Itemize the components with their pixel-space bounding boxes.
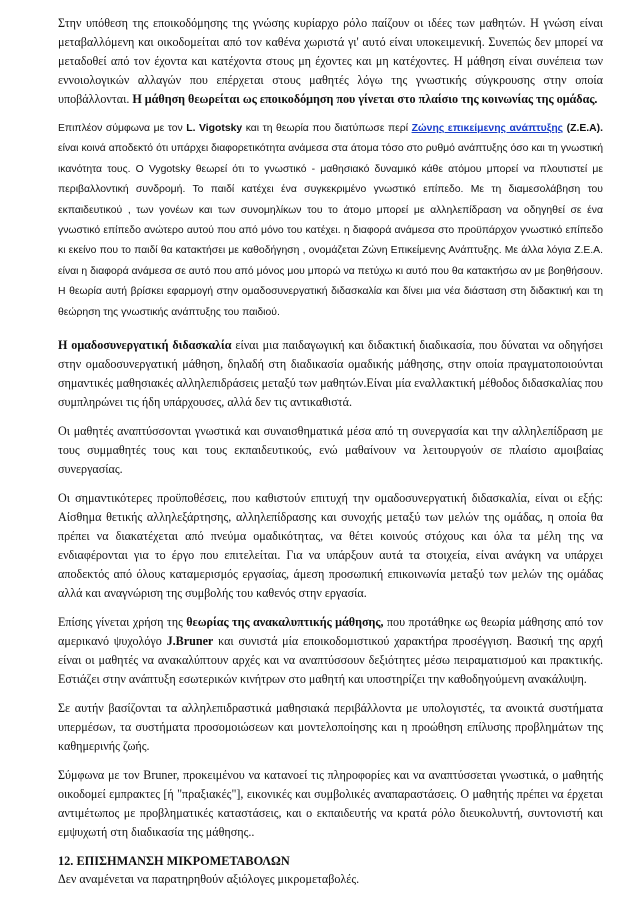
section-text: Δεν αναμένεται να παρατηρηθούν αξιόλογες μικρομεταβολές. (58, 872, 360, 887)
paragraph-text: είναι μια παιδαγωγική και διδακτική διαδικασία, που δύναται να οδηγήσει στην ομαδοσυνεργατική μάθηση, δηλαδή στη διαδικασία ομαδικής μάθησης, στην οποία πραγματοποιούνται σημαντικές μαθησιακές αλληλεπιδράσεις μεταξύ των μαθητών.Είναι μία εναλλακτική μέθοδος διδασκαλίας που συμπληρώνει τις ήδη υπάρχουσες, αλλά δεν τις αντικαθιστά. (58, 338, 604, 410)
paragraph-learning-environments (58, 699, 603, 756)
paragraph-students-development (58, 422, 603, 479)
paragraph-prerequisites (58, 489, 603, 603)
paragraph-discovery-learning (58, 613, 603, 689)
paragraph-text: είναι κοινά αποδεκτό ότι υπάρχει διαφορετικότητα ανάμεσα στα άτομα τόσο στο ρυθμό ανάπτυξης όσο και τη γνωστική ικανότητα τους. O Vygotsky θεωρεί ότι το γνωστικό - μαθησιακό δυναμικό κάθε ατόμου μπορεί να πλουτιστεί με περιβαλλοντική συνδρομή. Το παιδί κατέχει ένα συγκεκριμένο γνωστικό επίπεδο. Με τη διαμεσολάβηση του εκπαιδευτικού , των γονέων και των συνομηλίκων του το άτομο μπορεί με αλληλεπίδραση να οδηγηθεί σε ένα γνωστικό επίπεδο ανώτερο αυτού που από μόνο του κατέχει. η διαφορά ανάμεσα στο προϋπάρχον γνωστικό επίπεδο κι εκείνο που το παιδί θα κατακτήσει με καθοδήγηση , ονομάζεται Ζώνη Επικείμενης Ανάπτυξης. Με άλλα λόγια Ζ.Ε.Α. είναι η διαφορά ανάμεσα σε αυτό που από μόνος μου μπορώ να πετύχω κι αυτό που θα κατακτήσω αν με βοηθήσουν. Η θεωρία αυτή βρίσκει εφαρμογή στην ομαδοσυνεργατική διδασκαλία και δίνει μια νέα διάσταση στη διδακτική και τη θεώρηση της γνωστικής ανάπτυξης του παιδιού. (58, 143, 603, 318)
paragraph-constructivism (58, 14, 603, 109)
paragraph-text: Στην υπόθεση της εποικοδόμησης της γνώσης κυρίαρχο ρόλο παίζουν οι ιδέες των μαθητών. Η γνώση είναι μεταβαλλόμενη και οικοδομείται από τον καθένα χωριστά γι' αυτό είναι υποκειμενική. Συνεπώς δεν μπορεί να μεταδοθεί από τον έχοντα και κατέχοντα στους μη έχοντες και μη κατέχοντες. Η μάθηση είναι συνέπεια των εννοιολογικών αλλαγών που επέρχεται στους μαθητές λόγω της γνωστικής σύγκρουσης στην οποία υποβάλλονται. (58, 16, 603, 106)
paragraph-text: Επίσης γίνεται χρήση της (58, 615, 187, 630)
paragraph-text: Επιπλέον σύμφωνα με τον (58, 123, 187, 134)
paragraph-text: Οι σημαντικότερες προϋποθέσεις, που καθιστούν επιτυχή την ομαδοσυνεργατική διδασκαλία, είναι οι εξής: Αίσθημα θετικής αλληλεξάρτησης, αλληλεπίδρασης και συνοχής μεταξύ των μελών της ομάδας, η οποία θα πρέπει να διακατέχεται από πνεύμα ομαδικότητας, να θέτει κοινούς στόχους και όλα τα μέλη της να ενδιαφέρονται για το έργο που επιτελείται. Για να υπάρξουν αυτά τα στοιχεία, είναι ανάγκη να υπάρχει αποδεκτός από όλους καταμερισμός εργασίας, άμεση προσωπική επικοινωνία μεταξύ των μελών της ομάδας αλλά και αναγνώριση της συμβολής του καθενός στην εργασία. (58, 491, 603, 601)
paragraph-bruner (58, 766, 603, 842)
author-name: L. Vigotsky (186, 123, 243, 134)
bold-statement: Η μάθηση θεωρείται ως εποικοδόμηση που γίνεται στο πλαίσιο της κοινωνίας της ομάδας. (132, 92, 598, 106)
zpd-link[interactable]: Ζώνης επικείμενης ανάπτυξης (411, 123, 564, 134)
paragraph-text: Σύμφωνα με τον Bruner, προκειμένου να κατανοεί τις πληροφορίες και να αναπτύσσεται γνωστικά, ο μαθητής οικοδομεί εμπρακτες [ή "πραξιακές"], εικονικές και συμβολικές αναπαραστάσεις. Ο μαθητής πρέπει να έρχεται αντιμέτωπος με προβληματικές καταστάσεις, και ο εκπαιδευτής να κρατά ρόλο διευκολυντή, συντονιστή και εμψυχωτή στη διαδικασία της μάθησης.. (58, 768, 603, 840)
paragraph-cooperative-teaching (58, 336, 603, 412)
paragraph-text: που προτάθηκε ως θεωρία μάθησης από τον αμερικανό ψυχολόγο (58, 615, 603, 649)
paragraph-text: και συνιστά μία εποικοδομιστικού χαρακτήρα προσέγγιση. Βασική της αρχή είναι οι μαθητές να ανακαλύπτουν αρχές και να αναπτύσσουν δεξιότητες μέσω πειραματισμού και πρακτικής. Εστιάζει στην ανάπτυξη εσωτερικών κινήτρων στο μαθητή και υποστηρίζει την καθοδηγούμενη ανακάλυψη. (58, 634, 603, 687)
paragraph-text: και τη θεωρία που διατύπωσε περί (242, 123, 412, 134)
paragraph-text: Οι μαθητές αναπτύσσονται γνωστικά και συναισθηματικά μέσα από τη συνεργασία και την αλληλεπίδραση με τους συμμαθητές τους και τους εκπαιδευτικούς, ενώ μαθαίνουν να λειτουργούν σε πλαίσιο αμοιβαίας συνεργασίας. (58, 424, 603, 477)
paragraph-vigotsky (58, 119, 603, 323)
bold-term: Η ομαδοσυνεργατική διδασκαλία (58, 338, 232, 353)
zpd-abbreviation: (Z.E.A). (563, 123, 604, 134)
paragraph-text: Σε αυτήν βασίζονται τα αλληλεπιδραστικά μαθησιακά περιβάλλοντα με υπολογιστές, τα ανοικτά συστήματα υπερμέσων, τα συστήματα προσομοιώσεων και μοντελοποίησης και η προώθηση επίλυσης προβλημάτων της καθημερινής ζωής. (58, 701, 603, 754)
document-page (58, 14, 603, 889)
section-heading: 12. ΕΠΙΣΗΜΑΝΣΗ ΜΙΚΡΟΜΕΤΑΒΟΛΩΝ (58, 854, 290, 869)
author-name: J.Bruner (166, 634, 214, 649)
bold-term: θεωρίας της ανακαλυπτικής μάθησης, (186, 615, 384, 630)
